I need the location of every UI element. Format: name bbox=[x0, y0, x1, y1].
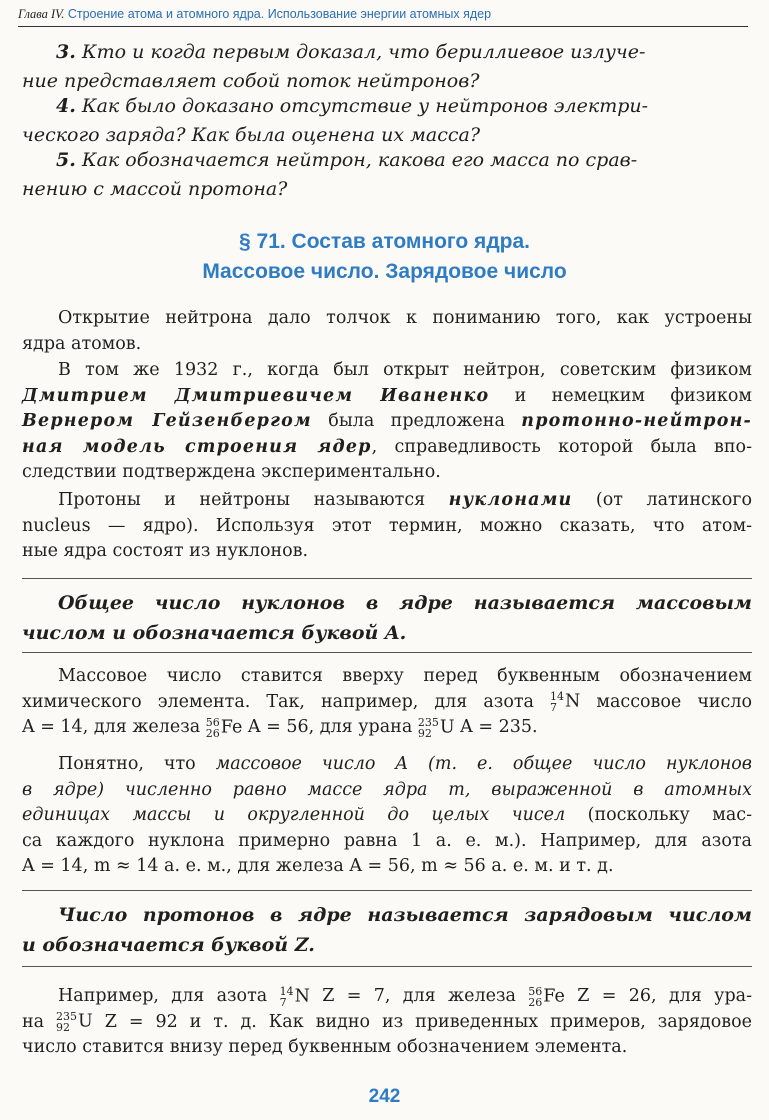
text-fragment: Протоны и нейтроны называются bbox=[58, 490, 449, 510]
text-fragment: Z = 7, для железа bbox=[309, 986, 529, 1006]
element-symbol: N bbox=[565, 691, 581, 712]
charge-number: 7 bbox=[550, 701, 558, 714]
text-line: следствии подтверждена экспериментально. bbox=[22, 462, 441, 482]
paragraph-intro bbox=[22, 306, 752, 357]
text-fragment: Z = 92 и т. д. Как видно из приведенных примеров, зарядовое bbox=[92, 1011, 752, 1032]
text-fragment: , справедливость которой была впо- bbox=[371, 436, 752, 457]
text-fragment: A = 14, для железа bbox=[22, 717, 206, 737]
chapter-label: Глава IV. bbox=[18, 7, 65, 21]
page-number: 242 bbox=[368, 1086, 401, 1107]
mass-number: 235 bbox=[417, 715, 439, 729]
text-line: В том же 1932 г., когда был открыт нейтрон, советским физиком bbox=[58, 360, 752, 380]
question-4 bbox=[22, 92, 752, 150]
nuclide-iron bbox=[206, 717, 243, 739]
text-line: и обозначается буквой Z. bbox=[22, 934, 315, 956]
term: нуклонами bbox=[448, 490, 573, 510]
definition-charge-number bbox=[22, 900, 752, 960]
term: протонно-нейтрон- bbox=[521, 411, 753, 431]
paragraph-charge-number bbox=[22, 984, 752, 1061]
charge-number: 26 bbox=[528, 995, 543, 1009]
text-fragment: (поскольку мас- bbox=[565, 805, 752, 825]
text-fragment: Например, для азота bbox=[58, 986, 280, 1006]
emphasis: в ядре) численно равно массе ядра m, выраженной в атомных bbox=[22, 779, 752, 800]
nuclide-uranium bbox=[418, 717, 455, 739]
mass-number: 56 bbox=[205, 715, 220, 729]
text-line: числом и обозначается буквой A. bbox=[22, 622, 407, 644]
running-header bbox=[18, 4, 748, 27]
charge-number: 26 bbox=[205, 726, 220, 740]
paragraph-mass-equivalence bbox=[22, 752, 752, 880]
text-fragment: и немецким физиком bbox=[489, 385, 752, 406]
text-line: Общее число нуклонов в ядре называется массовым bbox=[58, 592, 752, 614]
question-5 bbox=[22, 146, 752, 204]
element-symbol: N bbox=[294, 986, 310, 1006]
question-text: ние представляет собой поток нейтронов? bbox=[22, 70, 480, 92]
text-fragment: (от латинского bbox=[572, 490, 752, 510]
question-text: ческого заряда? Как была оценена их масса? bbox=[22, 124, 481, 146]
text-line: Открытие нейтрона дало толчок к пониманию того, как устроены bbox=[58, 308, 752, 328]
text-fragment: химического элемента. Так, например, для азота bbox=[22, 691, 551, 712]
nuclide-uranium bbox=[56, 1011, 93, 1033]
question-3 bbox=[22, 38, 752, 96]
text-line: число ставится внизу перед буквенным обозначением элемента. bbox=[22, 1037, 628, 1057]
text-line: ные ядра состоят из нуклонов. bbox=[22, 541, 309, 561]
text-fragment: была предложена bbox=[311, 411, 522, 431]
mass-number: 14 bbox=[279, 984, 294, 998]
divider bbox=[22, 578, 752, 579]
question-text: Кто и когда первым доказал, что бериллиевое излуче- bbox=[81, 41, 646, 63]
chapter-topic: Строение атома и атомного ядра. Использование энергии атомных ядер bbox=[67, 7, 492, 21]
text-line: Массовое число ставится вверху перед буквенным обозначением bbox=[58, 666, 752, 686]
mass-number: 235 bbox=[56, 1010, 78, 1023]
term: ная модель строения ядер bbox=[22, 436, 372, 457]
text-line: са каждого нуклона примерно равна 1 а. е. м.). Например, для азота bbox=[22, 830, 752, 851]
question-number: 5. bbox=[56, 149, 76, 171]
text-fragment: Понятно, что bbox=[58, 754, 216, 774]
question-text: нению с массой протона? bbox=[22, 178, 288, 200]
divider bbox=[22, 966, 752, 967]
paragraph-nucleons bbox=[22, 488, 752, 565]
nuclide-iron bbox=[528, 986, 565, 1008]
scientist-name: Вернером Гейзенбергом bbox=[22, 411, 312, 431]
text-fragment: A = 56, для урана bbox=[242, 717, 418, 737]
element-symbol: Fe bbox=[220, 717, 243, 737]
text-fragment: A = 235. bbox=[454, 717, 538, 737]
section-title-line-1: § 71. Состав атомного ядра. bbox=[239, 230, 530, 253]
charge-number: 92 bbox=[417, 726, 432, 740]
paragraph-mass-number bbox=[22, 664, 752, 741]
text-fragment: массовое число bbox=[580, 691, 753, 712]
mass-number: 14 bbox=[550, 690, 565, 703]
emphasis: массовое число A (т. е. общее число нуклонов bbox=[215, 754, 752, 774]
text-line: Число протонов в ядре называется зарядовым числом bbox=[58, 904, 752, 926]
divider bbox=[22, 890, 752, 891]
question-text: Как было доказано отсутствие у нейтронов электри- bbox=[81, 95, 649, 117]
element-symbol: Fe bbox=[543, 986, 565, 1006]
charge-number: 92 bbox=[56, 1021, 71, 1034]
text-fragment: Z = 26, для ура- bbox=[564, 986, 752, 1006]
text-line: nucleus — ядро). Используя этот термин, можно сказать, что атом- bbox=[22, 515, 752, 536]
nuclide-nitrogen bbox=[550, 691, 580, 713]
charge-number: 7 bbox=[279, 995, 287, 1009]
element-symbol: U bbox=[439, 717, 455, 737]
nuclide-nitrogen bbox=[280, 986, 310, 1008]
text-fragment: на bbox=[22, 1011, 57, 1032]
element-symbol: U bbox=[78, 1011, 93, 1032]
question-text: Как обозначается нейтрон, какова его масса по срав- bbox=[81, 149, 638, 171]
text-line: A = 14, m ≈ 14 а. е. м., для железа A = 56, m ≈ 56 а. е. м. и т. д. bbox=[22, 856, 614, 876]
question-number: 3. bbox=[56, 41, 76, 63]
question-number: 4. bbox=[56, 95, 76, 117]
text-line: ядра атомов. bbox=[22, 333, 142, 354]
mass-number: 56 bbox=[528, 984, 543, 998]
scientist-name: Дмитрием Дмитриевичем Иваненко bbox=[22, 385, 490, 406]
paragraph-model bbox=[22, 358, 752, 486]
definition-mass-number bbox=[22, 588, 752, 648]
section-title-line-2: Массовое число. Зарядовое число bbox=[202, 260, 567, 283]
emphasis: единицах массы и округленной до целых чисел bbox=[22, 805, 566, 825]
divider bbox=[22, 652, 752, 653]
